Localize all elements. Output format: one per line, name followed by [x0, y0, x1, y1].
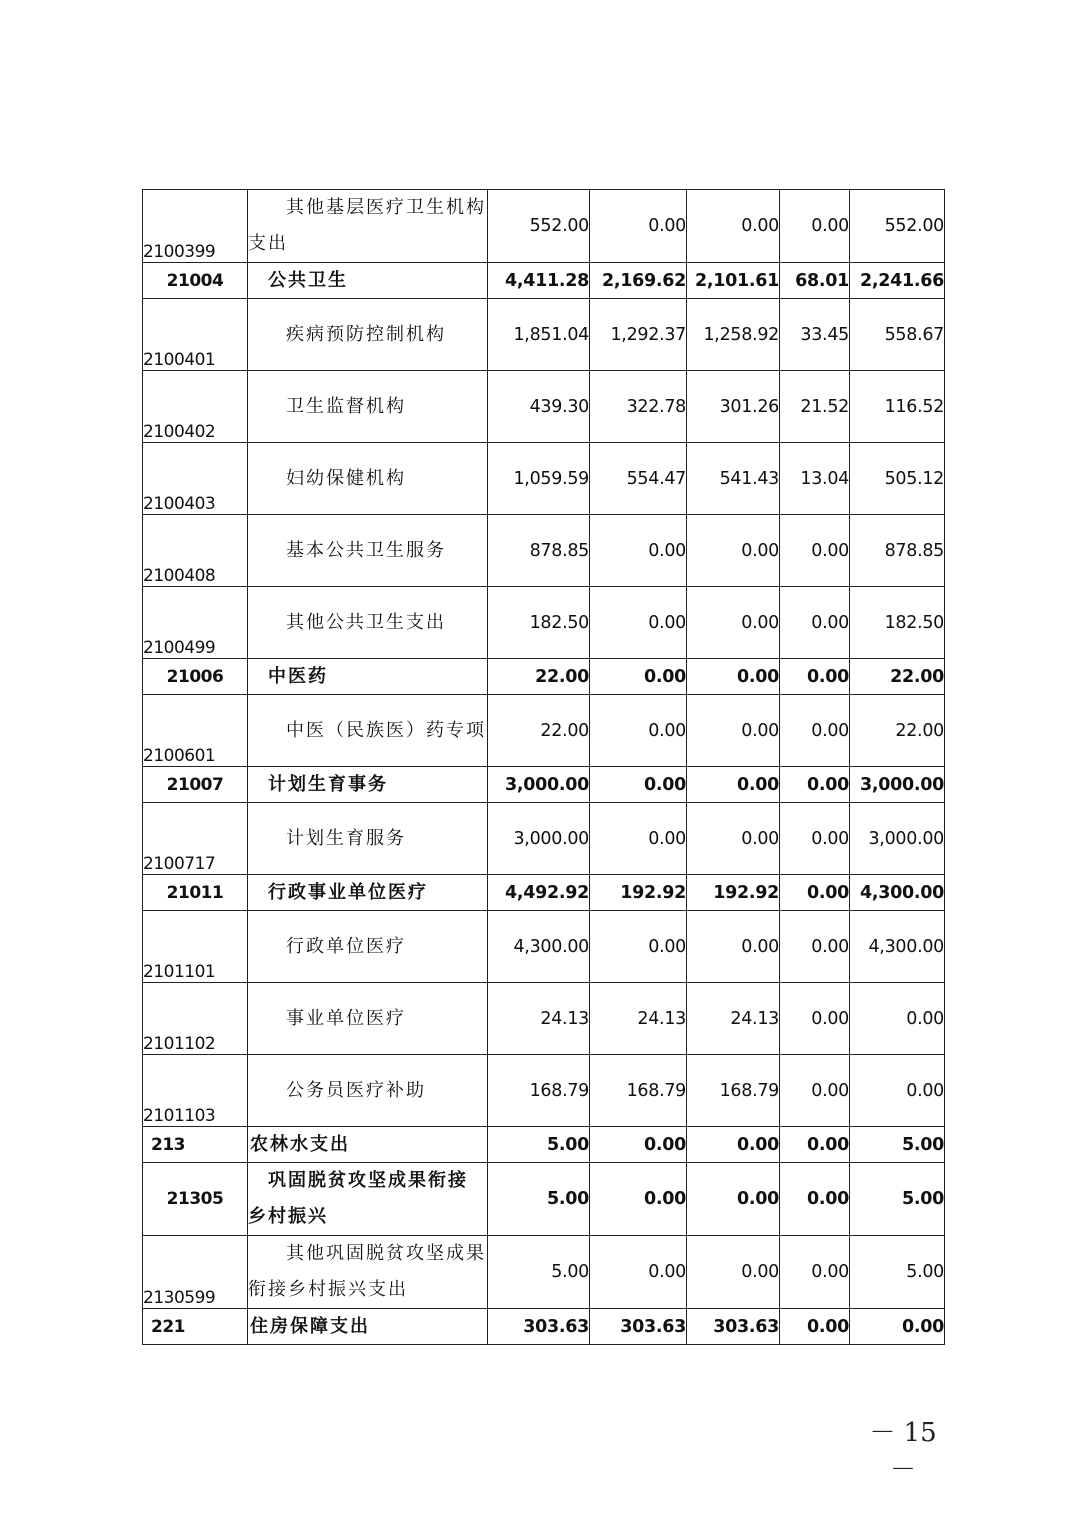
row-total: 5.00 [488, 1163, 590, 1236]
row-basic: 0.00 [590, 695, 687, 767]
row-personnel: 192.92 [687, 875, 780, 911]
row-code: 21305 [143, 1163, 248, 1236]
table-row [143, 803, 945, 875]
row-basic: 0.00 [590, 803, 687, 875]
row-project: 558.67 [850, 299, 945, 371]
row-project: 116.52 [850, 371, 945, 443]
row-public: 0.00 [780, 803, 850, 875]
row-code: 2100399 [143, 190, 248, 263]
page-number: － 15 － [869, 1418, 937, 1485]
row-personnel: 0.00 [687, 803, 780, 875]
row-public: 33.45 [780, 299, 850, 371]
row-name: 其他巩固脱贫攻坚成果衔接乡村振兴支出 [248, 1243, 486, 1300]
row-personnel: 0.00 [687, 1163, 780, 1236]
row-code: 2100408 [143, 515, 248, 587]
row-project: 0.00 [850, 1055, 945, 1127]
row-name: 妇幼保健机构 [286, 467, 406, 489]
row-basic: 0.00 [590, 1236, 687, 1309]
row-basic: 0.00 [590, 911, 687, 983]
row-code: 2100717 [143, 803, 248, 875]
row-name: 其他基层医疗卫生机构支出 [248, 197, 486, 254]
row-basic: 0.00 [590, 1127, 687, 1163]
row-total: 878.85 [488, 515, 590, 587]
table-row [143, 443, 945, 515]
row-public: 0.00 [780, 1127, 850, 1163]
row-personnel: 0.00 [687, 767, 780, 803]
row-public: 0.00 [780, 1163, 850, 1236]
row-code: 2100601 [143, 695, 248, 767]
row-personnel: 168.79 [687, 1055, 780, 1127]
row-basic: 0.00 [590, 587, 687, 659]
row-total: 5.00 [488, 1127, 590, 1163]
row-code: 2130599 [143, 1236, 248, 1309]
row-public: 0.00 [780, 1236, 850, 1309]
row-personnel: 0.00 [687, 1127, 780, 1163]
table-row [143, 587, 945, 659]
row-code: 21006 [143, 659, 248, 695]
row-personnel: 541.43 [687, 443, 780, 515]
row-project: 0.00 [850, 1309, 945, 1345]
row-name: 行政单位医疗 [286, 935, 406, 957]
row-total: 1,851.04 [488, 299, 590, 371]
table-row [143, 1309, 945, 1345]
row-basic: 24.13 [590, 983, 687, 1055]
row-public: 0.00 [780, 875, 850, 911]
table-row [143, 695, 945, 767]
row-project: 5.00 [850, 1236, 945, 1309]
row-total: 5.00 [488, 1236, 590, 1309]
table-row [143, 1236, 945, 1309]
row-project: 5.00 [850, 1127, 945, 1163]
table-row [143, 983, 945, 1055]
row-basic: 554.47 [590, 443, 687, 515]
row-total: 4,492.92 [488, 875, 590, 911]
row-personnel: 0.00 [687, 695, 780, 767]
row-total: 168.79 [488, 1055, 590, 1127]
row-name: 农林水支出 [250, 1133, 350, 1155]
row-total: 24.13 [488, 983, 590, 1055]
row-code: 2101101 [143, 911, 248, 983]
row-total: 4,411.28 [488, 263, 590, 299]
row-personnel: 24.13 [687, 983, 780, 1055]
row-project: 0.00 [850, 983, 945, 1055]
row-personnel: 0.00 [687, 1236, 780, 1309]
row-name: 住房保障支出 [250, 1315, 370, 1337]
table-row [143, 875, 945, 911]
table-row [143, 371, 945, 443]
row-project: 878.85 [850, 515, 945, 587]
row-public: 0.00 [780, 587, 850, 659]
row-name: 计划生育事务 [268, 773, 388, 795]
row-code: 21007 [143, 767, 248, 803]
row-project: 22.00 [850, 659, 945, 695]
row-name: 卫生监督机构 [286, 395, 406, 417]
row-basic: 0.00 [590, 659, 687, 695]
row-personnel: 1,258.92 [687, 299, 780, 371]
row-name: 计划生育服务 [286, 827, 406, 849]
row-basic: 192.92 [590, 875, 687, 911]
row-public: 13.04 [780, 443, 850, 515]
row-personnel: 0.00 [687, 587, 780, 659]
row-personnel: 0.00 [687, 911, 780, 983]
row-name: 事业单位医疗 [286, 1007, 406, 1029]
row-project: 3,000.00 [850, 803, 945, 875]
row-personnel: 0.00 [687, 190, 780, 263]
row-code: 21011 [143, 875, 248, 911]
row-project: 2,241.66 [850, 263, 945, 299]
row-total: 1,059.59 [488, 443, 590, 515]
row-public: 0.00 [780, 1309, 850, 1345]
row-basic: 0.00 [590, 1163, 687, 1236]
row-public: 0.00 [780, 911, 850, 983]
row-public: 0.00 [780, 695, 850, 767]
row-public: 68.01 [780, 263, 850, 299]
budget-table [142, 189, 945, 1345]
row-name: 疾病预防控制机构 [286, 323, 446, 345]
row-personnel: 0.00 [687, 515, 780, 587]
row-name: 行政事业单位医疗 [268, 881, 428, 903]
row-project: 22.00 [850, 695, 945, 767]
row-project: 4,300.00 [850, 911, 945, 983]
row-personnel: 0.00 [687, 659, 780, 695]
row-public: 0.00 [780, 659, 850, 695]
row-code: 2101103 [143, 1055, 248, 1127]
table-row [143, 263, 945, 299]
row-name: 其他公共卫生支出 [286, 611, 446, 633]
row-project: 505.12 [850, 443, 945, 515]
row-basic: 322.78 [590, 371, 687, 443]
table-row [143, 911, 945, 983]
row-total: 3,000.00 [488, 767, 590, 803]
table-row [143, 1163, 945, 1236]
row-total: 182.50 [488, 587, 590, 659]
row-personnel: 301.26 [687, 371, 780, 443]
row-personnel: 2,101.61 [687, 263, 780, 299]
row-project: 552.00 [850, 190, 945, 263]
row-project: 182.50 [850, 587, 945, 659]
row-code: 2100403 [143, 443, 248, 515]
row-code: 2100402 [143, 371, 248, 443]
table-row [143, 659, 945, 695]
row-basic: 0.00 [590, 515, 687, 587]
row-total: 4,300.00 [488, 911, 590, 983]
row-total: 552.00 [488, 190, 590, 263]
row-name: 中医药 [268, 665, 328, 687]
row-public: 0.00 [780, 190, 850, 263]
row-total: 22.00 [488, 659, 590, 695]
table-row [143, 299, 945, 371]
row-basic: 2,169.62 [590, 263, 687, 299]
row-name: 中医（民族医）药专项 [286, 719, 486, 741]
table-row [143, 1055, 945, 1127]
row-code: 221 [143, 1309, 248, 1345]
table-row [143, 767, 945, 803]
row-code: 213 [143, 1127, 248, 1163]
row-personnel: 303.63 [687, 1309, 780, 1345]
row-public: 0.00 [780, 767, 850, 803]
row-total: 22.00 [488, 695, 590, 767]
row-total: 3,000.00 [488, 803, 590, 875]
row-project: 5.00 [850, 1163, 945, 1236]
row-public: 0.00 [780, 1055, 850, 1127]
row-name: 公务员医疗补助 [286, 1079, 426, 1101]
row-total: 303.63 [488, 1309, 590, 1345]
row-code: 21004 [143, 263, 248, 299]
row-project: 3,000.00 [850, 767, 945, 803]
row-name: 基本公共卫生服务 [286, 539, 446, 561]
table-row [143, 515, 945, 587]
row-public: 0.00 [780, 983, 850, 1055]
row-basic: 303.63 [590, 1309, 687, 1345]
row-code: 2100401 [143, 299, 248, 371]
row-name: 巩固脱贫攻坚成果衔接乡村振兴 [248, 1170, 468, 1227]
row-project: 4,300.00 [850, 875, 945, 911]
row-name: 公共卫生 [268, 269, 348, 291]
row-public: 0.00 [780, 515, 850, 587]
row-basic: 0.00 [590, 190, 687, 263]
row-public: 21.52 [780, 371, 850, 443]
table-row [143, 190, 945, 263]
table-row [143, 1127, 945, 1163]
row-total: 439.30 [488, 371, 590, 443]
row-basic: 0.00 [590, 767, 687, 803]
row-basic: 1,292.37 [590, 299, 687, 371]
row-basic: 168.79 [590, 1055, 687, 1127]
row-code: 2100499 [143, 587, 248, 659]
row-code: 2101102 [143, 983, 248, 1055]
